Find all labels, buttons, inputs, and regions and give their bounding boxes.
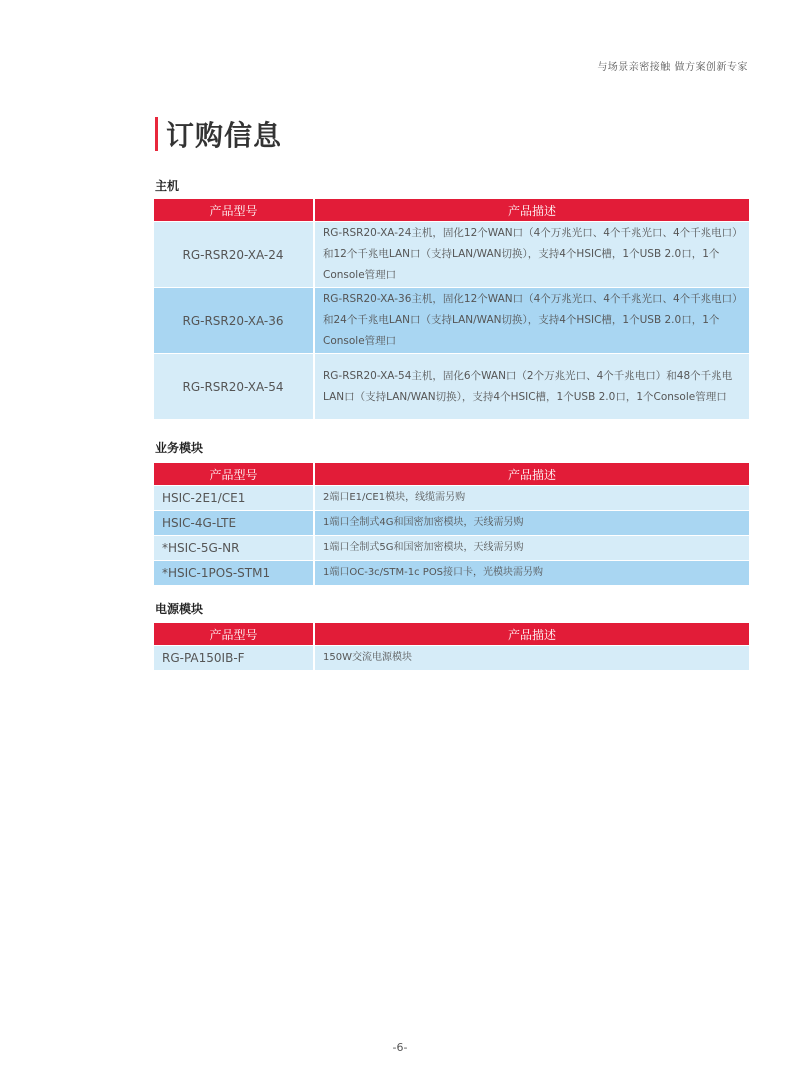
column-header-description: 产品描述 bbox=[314, 463, 749, 486]
product-model: *HSIC-1POS-STM1 bbox=[154, 561, 314, 586]
section-label-service-modules: 业务模块 bbox=[155, 441, 204, 455]
table-header-row bbox=[154, 623, 749, 646]
product-description: RG-RSR20-XA-54主机，固化6个WAN口（2个万兆光口、4个千兆电口）和48个千兆电LAN口（支持LAN/WAN切换），支持4个HSIC槽，1个USB 2.0口，1个Console管理口 bbox=[314, 354, 749, 420]
column-header-model: 产品型号 bbox=[154, 199, 314, 222]
table-row bbox=[154, 561, 749, 586]
product-description: 1端口OC-3c/STM-1c POS接口卡，光模块需另购 bbox=[314, 561, 749, 586]
page-title: 订购信息 bbox=[166, 119, 283, 152]
table-row bbox=[154, 646, 749, 671]
table-row bbox=[154, 288, 749, 354]
product-description: RG-RSR20-XA-36主机，固化12个WAN口（4个万兆光口、4个千兆光口、4个千兆电口）和24个千兆电LAN口（支持LAN/WAN切换），支持4个HSIC槽，1个USB 2.0口，1个Console管理口 bbox=[314, 288, 749, 354]
section-label-host: 主机 bbox=[155, 179, 180, 193]
product-model: RG-RSR20-XA-54 bbox=[154, 354, 314, 420]
table-header-row bbox=[154, 199, 749, 222]
section-label-power-modules: 电源模块 bbox=[155, 602, 204, 616]
column-header-model: 产品型号 bbox=[154, 463, 314, 486]
page-number: -6- bbox=[392, 1041, 408, 1054]
title-accent-bar bbox=[155, 117, 158, 151]
product-model: HSIC-4G-LTE bbox=[154, 511, 314, 536]
product-description: 150W交流电源模块 bbox=[314, 646, 749, 671]
product-description: RG-RSR20-XA-24主机，固化12个WAN口（4个万兆光口、4个千兆光口、4个千兆电口）和12个千兆电LAN口（支持LAN/WAN切换），支持4个HSIC槽，1个USB 2.0口，1个Console管理口 bbox=[314, 222, 749, 288]
power-modules-table bbox=[154, 623, 749, 670]
table-row bbox=[154, 511, 749, 536]
service-modules-table bbox=[154, 463, 749, 585]
product-model: RG-RSR20-XA-36 bbox=[154, 288, 314, 354]
product-model: RG-PA150IB-F bbox=[154, 646, 314, 671]
product-model: RG-RSR20-XA-24 bbox=[154, 222, 314, 288]
column-header-model: 产品型号 bbox=[154, 623, 314, 646]
column-header-description: 产品描述 bbox=[314, 199, 749, 222]
table-row bbox=[154, 222, 749, 288]
product-model: HSIC-2E1/CE1 bbox=[154, 486, 314, 511]
product-model: *HSIC-5G-NR bbox=[154, 536, 314, 561]
table-row bbox=[154, 536, 749, 561]
table-header-row bbox=[154, 463, 749, 486]
product-description: 1端口全制式5G和国密加密模块，天线需另购 bbox=[314, 536, 749, 561]
host-table bbox=[154, 199, 749, 419]
product-description: 2端口E1/CE1模块，线缆需另购 bbox=[314, 486, 749, 511]
table-row bbox=[154, 486, 749, 511]
table-row bbox=[154, 354, 749, 420]
page-title-block bbox=[155, 114, 282, 154]
header-tagline: 与场景亲密接触 做方案创新专家 bbox=[597, 62, 748, 73]
product-description: 1端口全制式4G和国密加密模块，天线需另购 bbox=[314, 511, 749, 536]
column-header-description: 产品描述 bbox=[314, 623, 749, 646]
